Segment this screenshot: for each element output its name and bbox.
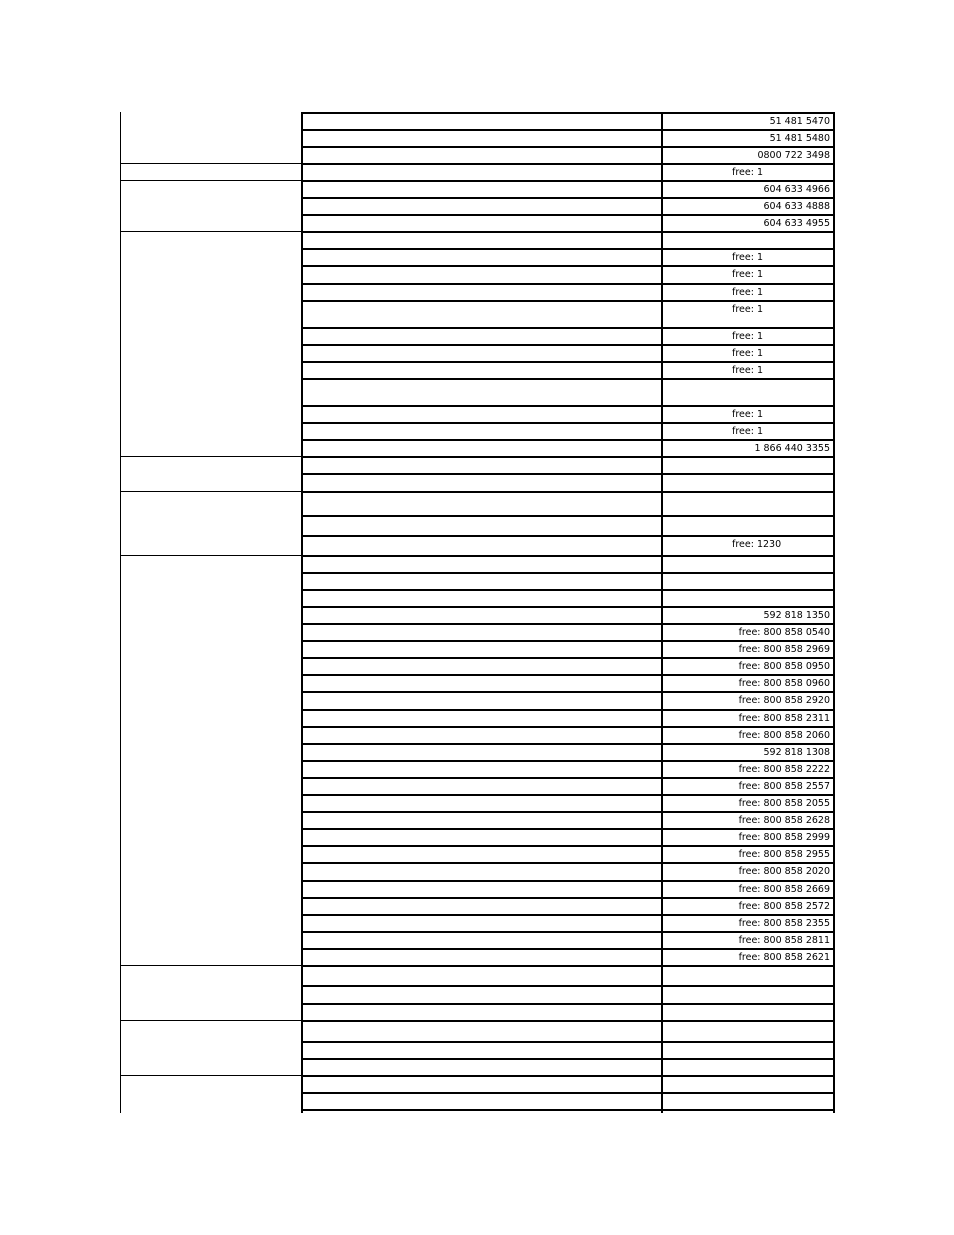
phone-cell: free: 1 — [732, 365, 763, 376]
row-divider — [302, 743, 835, 745]
phone-cell: free: 800 858 2020 — [738, 866, 830, 877]
phone-cell: free: 1 — [732, 167, 763, 178]
row-divider — [302, 777, 835, 779]
row-divider — [302, 1003, 835, 1005]
row-divider — [302, 914, 835, 916]
row-divider — [302, 657, 835, 659]
row-divider — [302, 1020, 835, 1022]
row-divider — [302, 606, 835, 608]
phone-cell: free: 1 — [732, 304, 763, 315]
row-divider — [302, 378, 835, 380]
row-divider — [302, 811, 835, 813]
row-divider — [302, 897, 835, 899]
row-divider — [302, 674, 835, 676]
row-divider — [302, 163, 835, 165]
phone-cell: free: 800 858 0950 — [738, 661, 830, 672]
phone-cell: 1 866 440 3355 — [754, 443, 830, 454]
phone-cell: free: 800 858 2311 — [738, 713, 830, 724]
phone-cell: free: 800 858 2969 — [738, 644, 830, 655]
row-divider — [302, 760, 835, 762]
group-divider — [120, 1020, 303, 1021]
phone-cell: free: 800 858 2621 — [738, 952, 830, 963]
group-divider — [120, 456, 303, 457]
phone-cell: free: 1 — [732, 252, 763, 263]
phone-cell: 604 633 4966 — [763, 184, 830, 195]
row-divider — [302, 1058, 835, 1060]
phone-cell: 51 481 5470 — [769, 116, 830, 127]
group-divider — [120, 163, 303, 164]
row-divider — [302, 709, 835, 711]
phone-cell: free: 800 858 2060 — [738, 730, 830, 741]
group-divider — [120, 1075, 303, 1076]
phone-cell: free: 800 858 2557 — [738, 781, 830, 792]
row-divider — [302, 965, 835, 967]
phone-cell: free: 800 858 2999 — [738, 832, 830, 843]
phone-cell: free: 800 858 2955 — [738, 849, 830, 860]
phone-cell: free: 800 858 2920 — [738, 695, 830, 706]
table-divider-phone — [661, 112, 663, 1113]
phone-cell: free: 800 858 0540 — [738, 627, 830, 638]
row-divider — [302, 880, 835, 882]
phone-cell: free: 800 858 2355 — [738, 918, 830, 929]
row-divider — [302, 589, 835, 591]
phone-cell: free: 1230 — [732, 539, 782, 550]
row-divider — [302, 1041, 835, 1043]
group-divider — [120, 965, 303, 966]
phone-cell: free: 800 858 2811 — [738, 935, 830, 946]
phone-cell: free: 800 858 2628 — [738, 815, 830, 826]
row-divider — [302, 985, 835, 987]
row-divider — [302, 555, 835, 557]
table-border-left — [120, 112, 121, 1113]
row-divider — [302, 862, 835, 864]
phone-cell: free: 800 858 2055 — [738, 798, 830, 809]
row-divider — [302, 146, 835, 148]
phone-cell: free: 1 — [732, 348, 763, 359]
phone-cell: free: 1 — [732, 409, 763, 420]
table-border-right — [833, 112, 835, 1113]
row-divider — [302, 473, 835, 475]
phone-cell: 604 633 4955 — [763, 218, 830, 229]
row-divider — [302, 691, 835, 693]
row-divider — [302, 197, 835, 199]
phone-cell: 604 633 4888 — [763, 201, 830, 212]
phone-cell: free: 1 — [732, 331, 763, 342]
row-divider — [302, 361, 835, 363]
row-divider — [302, 828, 835, 830]
phone-cell: free: 800 858 2222 — [738, 764, 830, 775]
row-divider — [302, 931, 835, 933]
phone-cell: free: 1 — [732, 426, 763, 437]
row-divider — [302, 300, 835, 302]
phone-cell: 592 818 1308 — [763, 747, 830, 758]
group-divider — [120, 555, 303, 556]
phone-cell: 592 818 1350 — [763, 610, 830, 621]
table-divider-group — [301, 112, 303, 1113]
phone-cell: free: 800 858 0960 — [738, 678, 830, 689]
row-divider — [302, 327, 835, 329]
row-divider — [302, 572, 835, 574]
group-divider — [120, 491, 303, 492]
row-divider — [302, 1092, 835, 1094]
row-divider — [302, 623, 835, 625]
phone-cell: free: 1 — [732, 269, 763, 280]
row-divider — [302, 248, 835, 250]
row-divider — [302, 129, 835, 131]
row-divider — [302, 283, 835, 285]
row-divider — [302, 1109, 835, 1111]
row-divider — [302, 180, 835, 182]
phone-cell: 51 481 5480 — [769, 133, 830, 144]
row-divider — [302, 439, 835, 441]
phone-cell: free: 1 — [732, 287, 763, 298]
group-divider — [120, 180, 303, 181]
row-divider — [302, 640, 835, 642]
row-divider — [302, 405, 835, 407]
row-divider — [302, 515, 835, 517]
row-divider — [302, 265, 835, 267]
row-divider — [302, 726, 835, 728]
row-divider — [302, 491, 835, 493]
row-divider — [302, 344, 835, 346]
row-divider — [302, 794, 835, 796]
row-divider — [302, 231, 835, 233]
phone-cell: free: 800 858 2572 — [738, 901, 830, 912]
row-divider — [302, 1075, 835, 1077]
phone-cell: free: 800 858 2669 — [738, 884, 830, 895]
row-divider — [302, 112, 835, 114]
phone-cell: 0800 722 3498 — [757, 150, 830, 161]
row-divider — [302, 214, 835, 216]
row-divider — [302, 535, 835, 537]
group-divider — [120, 231, 303, 232]
row-divider — [302, 845, 835, 847]
row-divider — [302, 456, 835, 458]
row-divider — [302, 422, 835, 424]
row-divider — [302, 948, 835, 950]
